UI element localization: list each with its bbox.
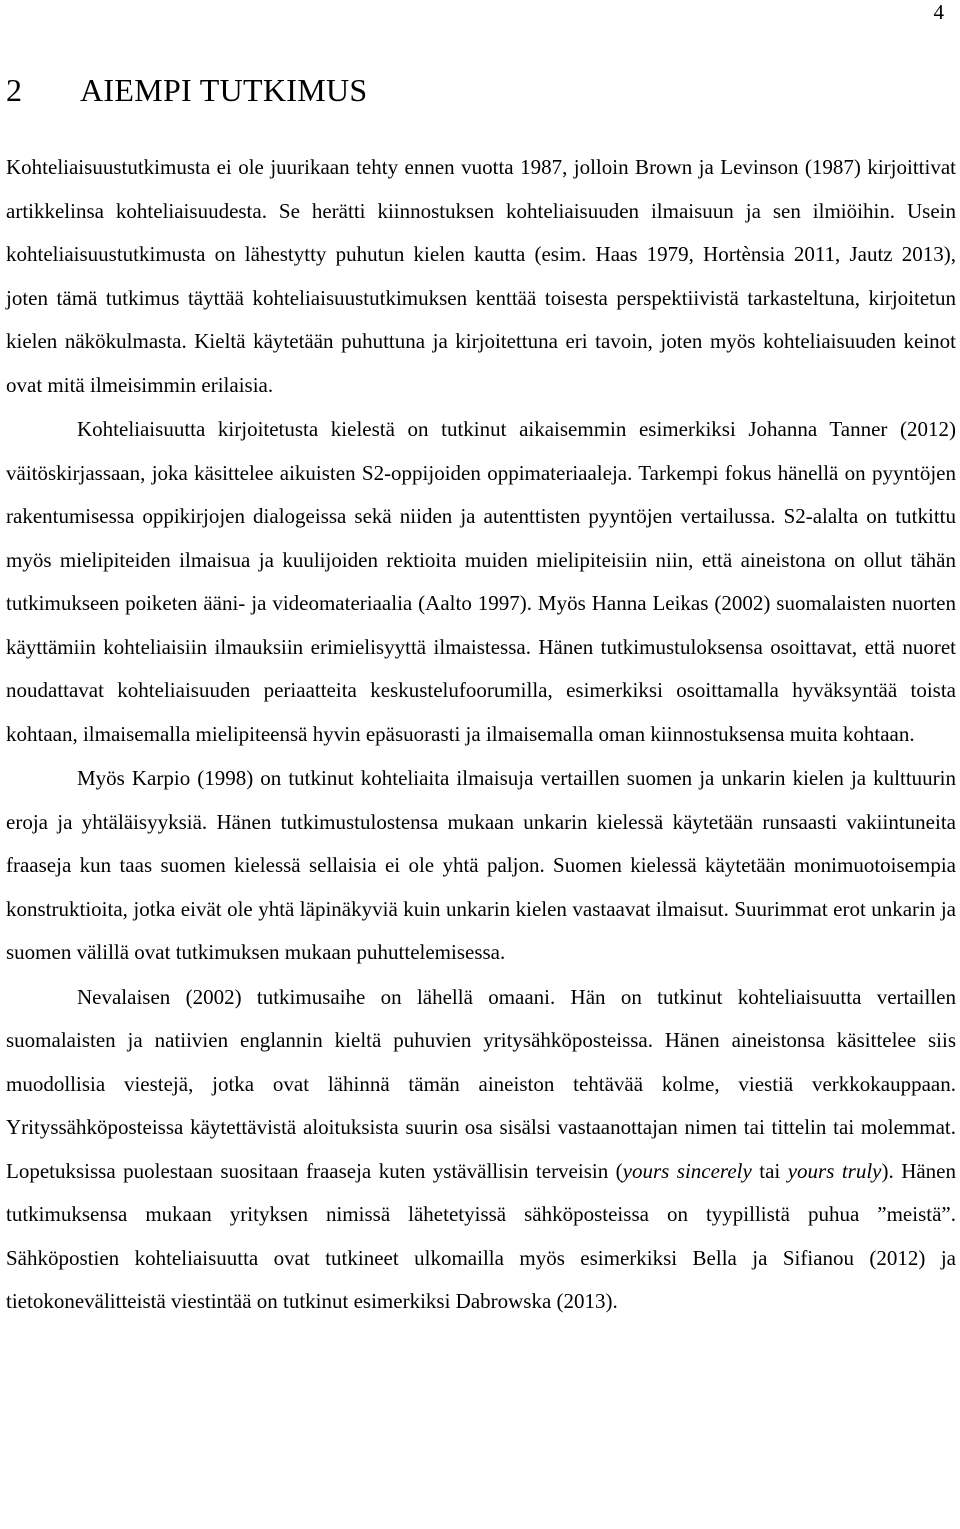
paragraph-4-italic-1: yours sincerely [622, 1158, 752, 1183]
paragraph-4-part-3: ). Hänen tutkimuksensa mukaan yrityksen nimissä lähetetyissä sähköposteissa on tyypillistä puhua ”meistä”. Sähköpostien kohteliaisuutta ovat tutkineet ulkomailla myös esimerkiksi Bella ja Sifianou (2012) ja tietokonevälitteistä viestintää on tutkinut esimerkiksi Dabrowska (2013). [6, 1158, 957, 1313]
paragraph-1: Kohteliaisuustutkimusta ei ole juurikaan tehty ennen vuotta 1987, jolloin Brown ja Levinson (1987) kirjoittivat artikkelinsa kohteliaisuudesta. Se herätti kiinnostuksen kohteliaisuuden ilmaisuun ja sen ilmiöihin. Usein kohteliaisuustutkimusta on lähestytty puhutun kielen kautta (esim. Haas 1979, Hortènsia 2011, Jautz 2013), joten tämä tutkimus täyttää kohteliaisuustutkimuksen kenttää toisesta perspektiivistä tarkasteltuna, kirjoitetun kielen näkökulmasta. Kieltä käytetään puhuttuna ja kirjoitettuna eri tavoin, joten myös kohteliaisuuden keinot ovat mitä ilmeisimmin erilaisia. [6, 155, 956, 397]
paragraph-2: Kohteliaisuutta kirjoitetusta kielestä on tutkinut aikaisemmin esimerkiksi Johanna Tanner (2012) väitöskirjassaan, joka käsittelee aikuisten S2-oppijoiden oppimateriaaleja. Tarkempi fokus hänellä on pyyntöjen rakentumisessa oppikirjojen dialogeissa sekä niiden ja autenttisten pyyntöjen vertailussa. S2-alalta on tutkittu myös mielipiteiden ilmaisua ja kuulijoiden rektioita muiden mielipiteisiin niin, että aineistona on ollut tähän tutkimukseen poiketen ääni- ja videomateriaalia (Aalto 1997). Myös Hanna Leikas (2002) suomalaisten nuorten käyttämiin kohteliaisiin ilmauksiin erimielisyyttä ilmaistessa. Hänen tutkimustuloksensa osoittavat, että nuoret noudattavat kohteliaisuuden periaatteita keskustelufoorumilla, esimerkiksi osoittamalla hyväksyntää toista kohtaan, ilmaisemalla mielipiteensä hyvin epäsuorasti ja ilmaisemalla oman kiinnostuksensa muita kohtaan. [6, 417, 956, 746]
section-number: 2 [6, 72, 23, 108]
paragraph-4-italic-2: yours truly [787, 1158, 882, 1183]
paragraph-4 [6, 976, 956, 1324]
paragraph-4-part-2: tai [751, 1158, 788, 1183]
body-text [6, 146, 956, 1324]
section-title: AIEMPI TUTKIMUS [80, 72, 368, 108]
paragraph-3: Myös Karpio (1998) on tutkinut kohteliaita ilmaisuja vertaillen suomen ja unkarin kielen ja kulttuurin eroja ja yhtäläisyyksiä. Hänen tutkimustulostensa mukaan unkarin kielessä käytetään runsaasti vakiintuneita fraaseja kun taas suomen kielessä sellaisia ei ole yhtä paljon. Suomen kielessä käytetään monimuotoisempia konstruktioita, jotka eivät ole yhtä läpinäkyviä kuin unkarin kielen vastaavat ilmaisut. Suurimmat erot unkarin ja suomen välillä ovat tutkimuksen mukaan puhuttelemisessa. [6, 766, 956, 964]
paragraph-4-part-1: Nevalaisen (2002) tutkimusaihe on lähellä omaani. Hän on tutkinut kohteliaisuutta vertaillen suomalaisten ja natiivien englannin kieltä puhuvien yritysähköposteissa. Hänen aineistonsa käsittelee siis muodollisia viestejä, jotka ovat lähinnä tämän aineiston tehtävää kolme, viestiä verkkokauppaan. Yrityssähköposteissa käytettävistä aloituksista suurin osa sisälsi vastaanottajan nimen tai tittelin tai molemmat. Lopetuksissa puolestaan suositaan fraaseja kuten ystävällisin terveisin ( [6, 984, 956, 1183]
section-heading [6, 70, 367, 110]
page-number: 4 [933, 0, 944, 24]
